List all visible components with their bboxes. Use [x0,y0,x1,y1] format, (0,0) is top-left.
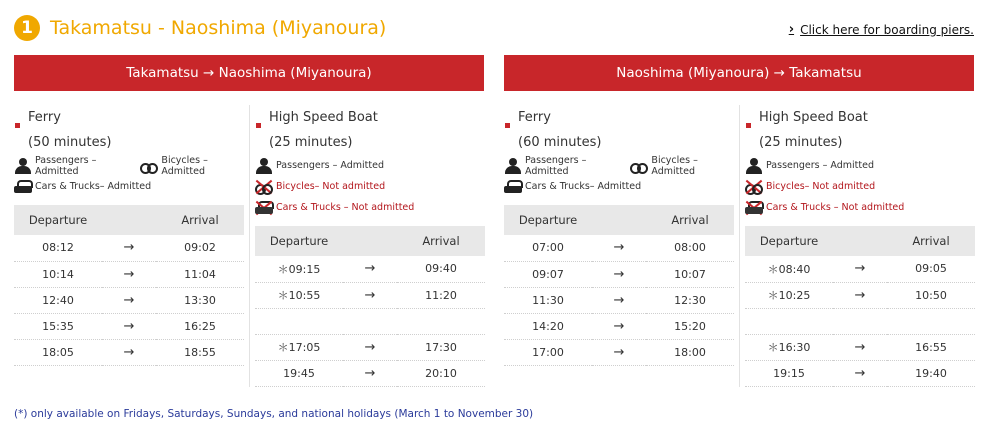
bullet-square-icon [746,123,751,128]
table-row: 12:40 → 13:30 [14,287,244,313]
direction-title: Takamatsu → Naoshima (Miyanoura) [14,55,484,91]
direction-return [504,55,974,387]
boarding-piers-link[interactable] [789,22,974,37]
table-row: 07:00 → 08:00 [504,235,734,261]
passenger-icon [504,158,522,174]
table-row: 09:07 → 10:07 [504,261,734,287]
footnote: (*) only available on Fridays, Saturdays, Sundays, and national holidays (March 1 to November 30) [14,408,534,420]
route-header [14,14,386,42]
admittance-row: Passengers – Admitted [745,155,974,176]
admittance-row: Passengers – Admitted Bicycles – Admitted [14,155,249,176]
table-row: ＊10:55 → 11:20 [255,282,485,308]
high-speed-boat-column [739,105,974,387]
bicycle-icon [745,179,763,195]
admittance-row-not-admitted: Cars & Trucks – Not admitted [745,197,974,218]
bullet-square-icon [256,123,261,128]
admittance-row-not-admitted: Bicycles– Not admitted [745,176,974,197]
timetable: Departure Arrival 08:12 → 09:02 10:14 → 11:04 12:40 → 13:30 15:35 → 16:25 18:05 → 18:55 [14,205,244,366]
car-icon [504,179,522,195]
admittance-row-not-admitted: Bicycles– Not admitted [255,176,484,197]
boat-duration: (25 minutes) [759,135,843,150]
chevron-right-icon: › [788,22,795,37]
bicycle-icon [255,179,273,195]
table-row: 17:00 → 18:00 [504,339,734,365]
boat-type-title: Ferry [14,105,249,130]
boat-duration: (60 minutes) [518,135,602,150]
boat-duration: (25 minutes) [269,135,353,150]
bicycle-icon [630,158,648,174]
table-row: 19:15 → 19:40 [745,360,975,386]
car-icon [255,200,273,216]
table-row [745,308,975,334]
timetable: Departure Arrival 07:00 → 08:00 09:07 → 10:07 11:30 → 12:30 14:20 → 15:20 17:00 → 18:00 [504,205,734,366]
passenger-icon [14,158,32,174]
table-row: ＊17:05 → 17:30 [255,334,485,360]
table-row: 18:05 → 18:55 [14,339,244,365]
boat-type-title: High Speed Boat [745,105,974,130]
admittance-row: Passengers – Admitted [255,155,484,176]
table-row: 11:30 → 12:30 [504,287,734,313]
timetable: Departure Arrival ＊08:40 → 09:05 ＊10:25 → 10:50 ＊16:30 → 16:55 19:15 → 19:40 [745,226,975,387]
direction-title: Naoshima (Miyanoura) → Takamatsu [504,55,974,91]
passenger-icon [255,158,273,174]
route-number-badge: 1 [14,15,40,41]
high-speed-boat-column [249,105,484,387]
admittance-row: Cars & Trucks– Admitted [14,176,249,197]
ferry-column [504,105,739,387]
admittance-row-not-admitted: Cars & Trucks – Not admitted [255,197,484,218]
table-row: 08:12 → 09:02 [14,235,244,261]
boarding-piers-link-label[interactable]: Click here for boarding piers. [800,22,974,37]
timetable: Departure Arrival ＊09:15 → 09:40 ＊10:55 → 11:20 ＊17:05 → 17:30 19:45 → 20:10 [255,226,485,387]
car-icon [745,200,763,216]
table-row: 15:35 → 16:25 [14,313,244,339]
table-row: 19:45 → 20:10 [255,360,485,386]
bullet-square-icon [505,123,510,128]
car-icon [14,179,32,195]
table-row: ＊09:15 → 09:40 [255,256,485,282]
boat-type-title: High Speed Boat [255,105,484,130]
table-row: ＊08:40 → 09:05 [745,256,975,282]
passenger-icon [745,158,763,174]
boat-duration: (50 minutes) [28,135,112,150]
table-row: 14:20 → 15:20 [504,313,734,339]
bullet-square-icon [15,123,20,128]
ferry-column [14,105,249,387]
route-title: Takamatsu - Naoshima (Miyanoura) [50,17,387,39]
bicycle-icon [140,158,158,174]
boat-type-title: Ferry [504,105,739,130]
table-row [255,308,485,334]
table-row: 10:14 → 11:04 [14,261,244,287]
admittance-row: Cars & Trucks– Admitted [504,176,739,197]
table-row: ＊10:25 → 10:50 [745,282,975,308]
admittance-row: Passengers – Admitted Bicycles – Admitted [504,155,739,176]
direction-outbound [14,55,484,387]
table-row: ＊16:30 → 16:55 [745,334,975,360]
